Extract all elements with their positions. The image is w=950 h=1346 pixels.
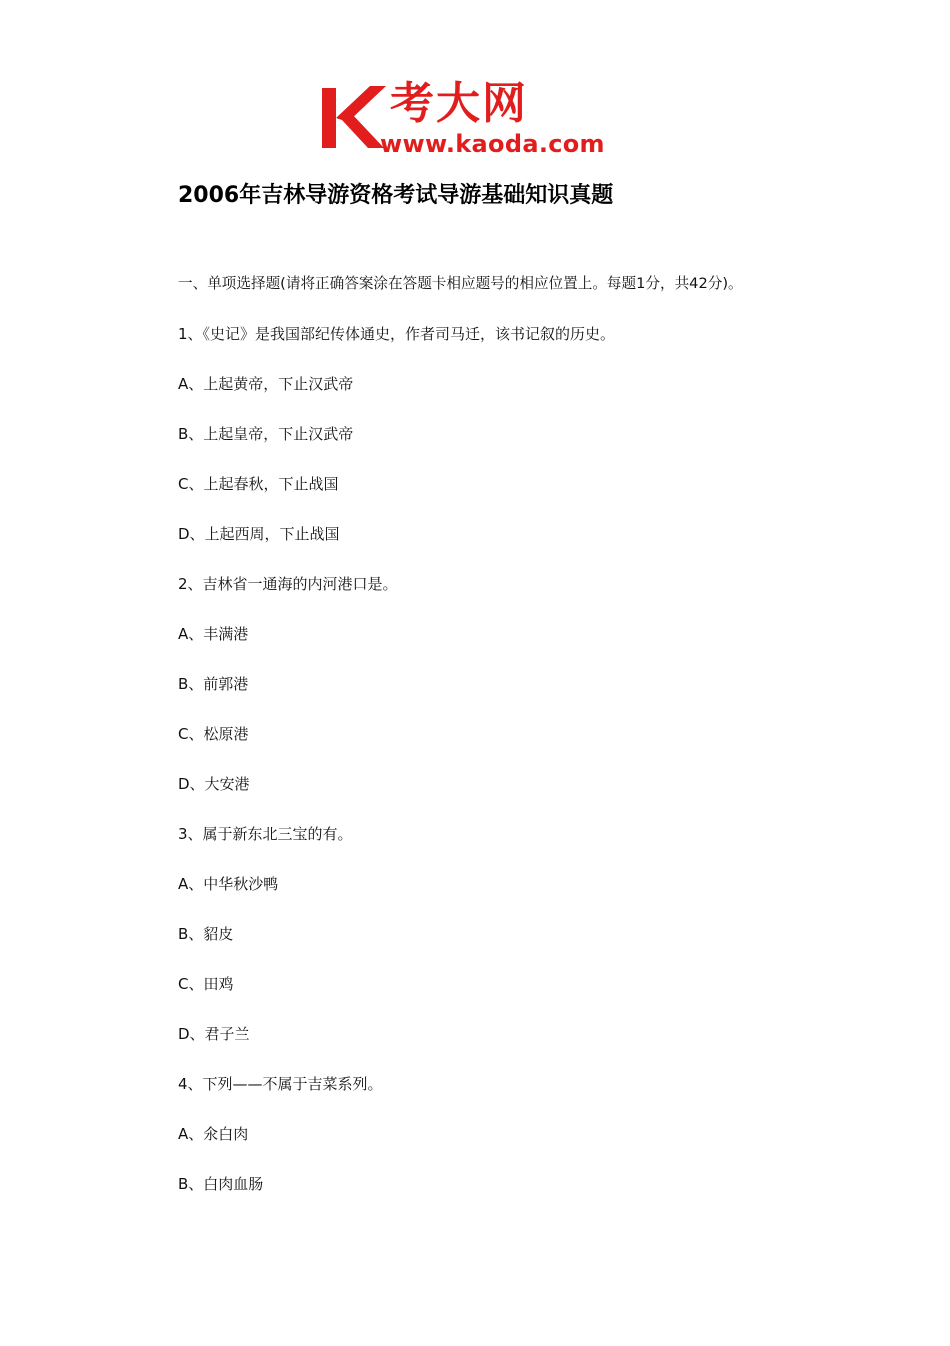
q4-option-a: A、氽白肉: [178, 1125, 249, 1143]
question-4: 4、下列——不属于吉菜系列。: [178, 1075, 383, 1093]
logo-url-text: www.kaoda.com: [380, 130, 605, 158]
q2-option-b: B、前郭港: [178, 675, 249, 693]
q1-option-b: B、上起皇帝，下止汉武帝: [178, 425, 354, 443]
q2-option-c: C、松原港: [178, 725, 249, 743]
q1-option-c: C、上起春秋，下止战国: [178, 475, 339, 493]
q4-option-b: B、白肉血肠: [178, 1175, 264, 1193]
section-heading: 一、单项选择题(请将正确答案涂在答题卡相应题号的相应位置上。每题1分，共42分)。: [178, 275, 743, 292]
q2-option-d: D、大安港: [178, 775, 250, 793]
question-list: [178, 270, 898, 1220]
kaoda-logo[interactable]: [318, 78, 638, 160]
q3-option-d: D、君子兰: [178, 1025, 250, 1043]
question-1: 1、《史记》是我国部纪传体通史，作者司马迁，该书记叙的历史。: [178, 325, 616, 343]
q3-option-b: B、貂皮: [178, 925, 234, 943]
q3-option-a: A、中华秋沙鸭: [178, 875, 279, 893]
logo-brand-text: 考大网: [390, 78, 528, 129]
q1-option-d: D、上起西周，下止战国: [178, 525, 340, 543]
question-2: 2、吉林省一通海的内河港口是。: [178, 575, 398, 593]
q1-option-a: A、上起黄帝，下止汉武帝: [178, 375, 354, 393]
q3-option-c: C、田鸡: [178, 975, 234, 993]
document-title: 2006年吉林导游资格考试导游基础知识真题: [178, 183, 614, 208]
q2-option-a: A、丰满港: [178, 625, 249, 643]
question-3: 3、属于新东北三宝的有。: [178, 825, 353, 843]
